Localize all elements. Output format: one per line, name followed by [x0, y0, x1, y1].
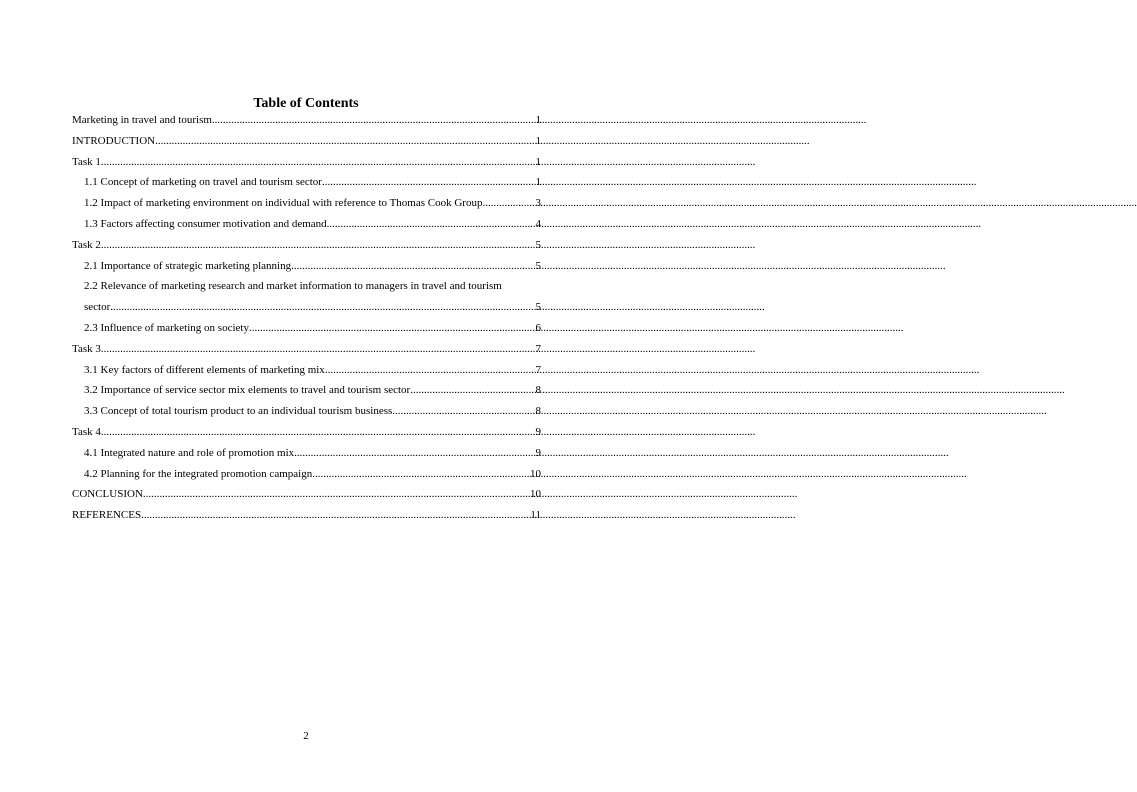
toc-page-number: 5	[535, 301, 541, 314]
toc-entry-4-2[interactable]	[72, 466, 541, 487]
toc-entry-text: Task 1	[72, 155, 101, 168]
toc-page-number: 8	[535, 405, 541, 418]
dot-leader	[294, 446, 534, 461]
toc-entry-text: 2.1 Importance of strategic marketing planning	[84, 259, 292, 272]
toc-page-number: 1	[535, 176, 541, 189]
toc-page-number: 9	[535, 446, 541, 459]
toc-page-number: 1	[535, 134, 541, 147]
toc-page-number: 5	[535, 259, 541, 272]
dot-leader	[312, 467, 529, 482]
toc-page-number: 7	[535, 342, 541, 355]
toc-entry-references[interactable]	[72, 507, 541, 528]
dot-leader	[325, 363, 535, 378]
dot-leader	[322, 175, 535, 190]
dot-leader	[101, 342, 535, 357]
dot-leader	[291, 259, 534, 274]
toc-entry-1-3[interactable]	[72, 216, 541, 237]
toc-entry-text-line1: 2.2 Relevance of marketing research and market information to managers in travel and tourism	[84, 280, 502, 293]
dot-leader	[143, 487, 529, 502]
toc-page-number: 3	[535, 197, 541, 210]
toc-entry-task-2[interactable]	[72, 237, 541, 258]
toc-entry-introduction[interactable]	[72, 133, 541, 154]
dot-leader	[249, 321, 535, 336]
dot-leader	[327, 217, 535, 232]
toc-entry-text: REFERENCES	[72, 509, 142, 522]
toc-entry-3-2[interactable]	[72, 382, 541, 403]
toc-entry-3-3[interactable]	[72, 403, 541, 424]
toc-entry-2-2[interactable]	[72, 278, 541, 320]
toc-entry-text: Task 4	[72, 425, 101, 438]
toc-page-number: 11	[530, 509, 541, 522]
toc-entry-1-1[interactable]	[72, 174, 541, 195]
dot-leader	[101, 425, 535, 440]
toc-entry-2-1[interactable]	[72, 258, 541, 279]
toc-entry-text: CONCLUSION	[72, 488, 143, 501]
toc-page-number: 10	[530, 467, 541, 480]
toc-entry-3-1[interactable]	[72, 362, 541, 383]
toc-page-number: 6	[535, 321, 541, 334]
toc-entry-text: Marketing in travel and tourism	[72, 114, 212, 126]
toc-entry-2-3[interactable]	[72, 320, 541, 341]
toc-page-number: 1	[535, 155, 541, 168]
toc-entry-text: 3.1 Key factors of different elements of marketing mix	[84, 363, 325, 376]
toc-entry-text: 2.3 Influence of marketing on society	[84, 321, 249, 334]
toc-page-number: 4	[535, 217, 541, 230]
toc-entry-conclusion[interactable]	[72, 486, 541, 507]
toc-entry-text: 3.3 Concept of total tourism product to an individual tourism business	[84, 405, 393, 418]
toc-entry-text: 3.2 Importance of service sector mix elements to travel and tourism sector	[84, 384, 411, 397]
toc-page-number: 8	[535, 384, 541, 397]
toc-page-number: 7	[535, 363, 541, 376]
toc-entry-text: INTRODUCTION	[72, 134, 156, 147]
page-number: 2	[303, 730, 309, 742]
toc-entry-task-3[interactable]	[72, 341, 541, 362]
dot-leader	[212, 113, 535, 128]
dot-leader	[141, 508, 529, 523]
dot-leader	[482, 196, 534, 211]
toc-entry-text: 1.2 Impact of marketing environment on individual with reference to Thomas Cook Group	[84, 197, 483, 210]
toc-page-number: 9	[535, 425, 541, 438]
toc-entry-text: 1.3 Factors affecting consumer motivation and demand	[84, 217, 327, 230]
toc-page-number: 10	[530, 488, 541, 501]
toc-entry-marketing-in-travel[interactable]	[72, 112, 541, 133]
dot-leader	[392, 404, 534, 419]
toc-page-number: 1	[535, 114, 541, 126]
dot-leader	[101, 155, 535, 170]
toc-entry-task-4[interactable]	[72, 424, 541, 445]
dot-leader	[101, 238, 535, 253]
table-of-contents	[72, 112, 541, 528]
toc-entry-text: 4.1 Integrated nature and role of promotion mix	[84, 446, 295, 459]
toc-entry-text: Task 3	[72, 342, 101, 355]
toc-entry-text-line2: sector	[84, 301, 111, 314]
dot-leader	[155, 134, 534, 149]
toc-page-number: 5	[535, 238, 541, 251]
toc-title: Table of Contents	[253, 96, 359, 111]
toc-entry-4-1[interactable]	[72, 445, 541, 466]
toc-entry-text: 4.2 Planning for the integrated promotion campaign	[84, 467, 313, 480]
dot-leader	[410, 383, 534, 398]
toc-entry-text: Task 2	[72, 238, 101, 251]
dot-leader	[110, 300, 534, 315]
toc-entry-text: 1.1 Concept of marketing on travel and tourism sector	[84, 176, 322, 189]
toc-entry-1-2[interactable]	[72, 195, 541, 216]
toc-entry-task-1[interactable]	[72, 154, 541, 175]
